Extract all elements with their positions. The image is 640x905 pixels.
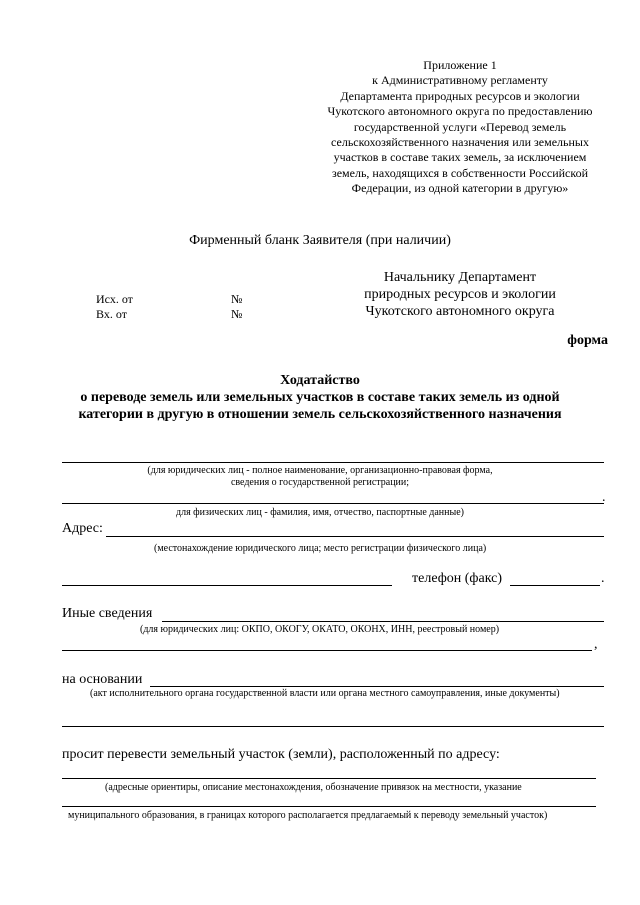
appendix-line: Чукотского автономного округа по предоставлению xyxy=(327,104,593,119)
appendix-line: Приложение 1 xyxy=(423,58,497,72)
legal-entity-hint: (для юридических лиц - полное наименование, организационно-правовая форма, xyxy=(147,465,493,476)
location-continuation-line[interactable] xyxy=(62,806,596,807)
municipality-hint: муниципального образования, в границах которого располагается предлагаемый к переводу земельный участок) xyxy=(68,810,548,821)
applicant-name-line[interactable] xyxy=(62,462,604,463)
legal-entity-hint-2: сведения о государственной регистрации; xyxy=(230,477,410,488)
title-line: Ходатайство xyxy=(280,373,360,388)
basis-label: на основании xyxy=(62,672,143,687)
other-info-comma: , xyxy=(594,637,598,652)
phone-label: телефон (факс) xyxy=(412,571,503,586)
phone-end-dot: . xyxy=(601,571,605,586)
phone-line[interactable] xyxy=(510,585,600,586)
address-hint: (местонахождение юридического лица; место регистрации физического лица) xyxy=(154,543,487,554)
individual-hint: для физических лиц - фамилия, имя, отчество, паспортные данные) xyxy=(176,507,464,518)
other-info-line[interactable] xyxy=(162,621,604,622)
location-line[interactable] xyxy=(62,778,596,779)
appendix-line: Департамента природных ресурсов и экологии xyxy=(340,88,580,103)
document-title xyxy=(0,372,640,423)
basis-continuation-line[interactable] xyxy=(62,726,604,727)
request-text: просит перевести земельный участок (земли), расположенный по адресу: xyxy=(62,747,500,762)
basis-hint: (акт исполнительного органа государственной власти или органа местного самоуправления, иные документы) xyxy=(90,688,560,699)
address-continuation-line[interactable] xyxy=(62,585,392,586)
title-line: о переводе земель или земельных участков в составе таких земель из одной xyxy=(80,390,560,405)
appendix-header xyxy=(300,58,620,197)
outgoing-label: Исх. от xyxy=(96,292,133,306)
addressee-line: Чукотского автономного округа xyxy=(365,304,555,319)
addressee-line: Начальнику Департамент xyxy=(383,270,537,285)
addressee-block xyxy=(330,269,590,320)
basis-line[interactable] xyxy=(150,686,604,687)
outgoing-number-sign: № xyxy=(231,292,243,306)
location-hint: (адресные ориентиры, описание местонахождения, обозначение привязок на местности, указание xyxy=(105,782,522,793)
incoming-label: Вх. от xyxy=(96,307,127,321)
other-info-continuation-line[interactable] xyxy=(62,650,592,651)
appendix-line: земель, находящихся в собственности Российской xyxy=(331,165,589,180)
title-line: категории в другую в отношении земель сельскохозяйственного назначения xyxy=(78,407,562,422)
appendix-line: Федерации, из одной категории в другую» xyxy=(351,181,569,196)
addressee-line: природных ресурсов и экологии xyxy=(364,287,556,302)
other-info-hint: (для юридических лиц: ОКПО, ОКОГУ, ОКАТО, ОКОНХ, ИНН, реестровый номер) xyxy=(140,624,500,635)
address-label: Адрес: xyxy=(62,521,103,536)
applicant-details-line[interactable] xyxy=(62,503,604,504)
line-end-dot: . xyxy=(602,490,606,505)
incoming-number-sign: № xyxy=(231,307,243,321)
appendix-line: государственной услуги «Перевод земель xyxy=(353,119,567,134)
appendix-line: участков в составе таких земель, за исключением xyxy=(333,150,587,165)
form-label: форма xyxy=(567,333,608,348)
appendix-line: сельскохозяйственного назначения или земельных xyxy=(331,135,589,150)
letterhead-note: Фирменный бланк Заявителя (при наличии) xyxy=(189,233,451,248)
other-info-label: Иные сведения xyxy=(62,606,153,621)
appendix-line: к Административному регламенту xyxy=(372,73,548,88)
address-line[interactable] xyxy=(106,536,604,537)
